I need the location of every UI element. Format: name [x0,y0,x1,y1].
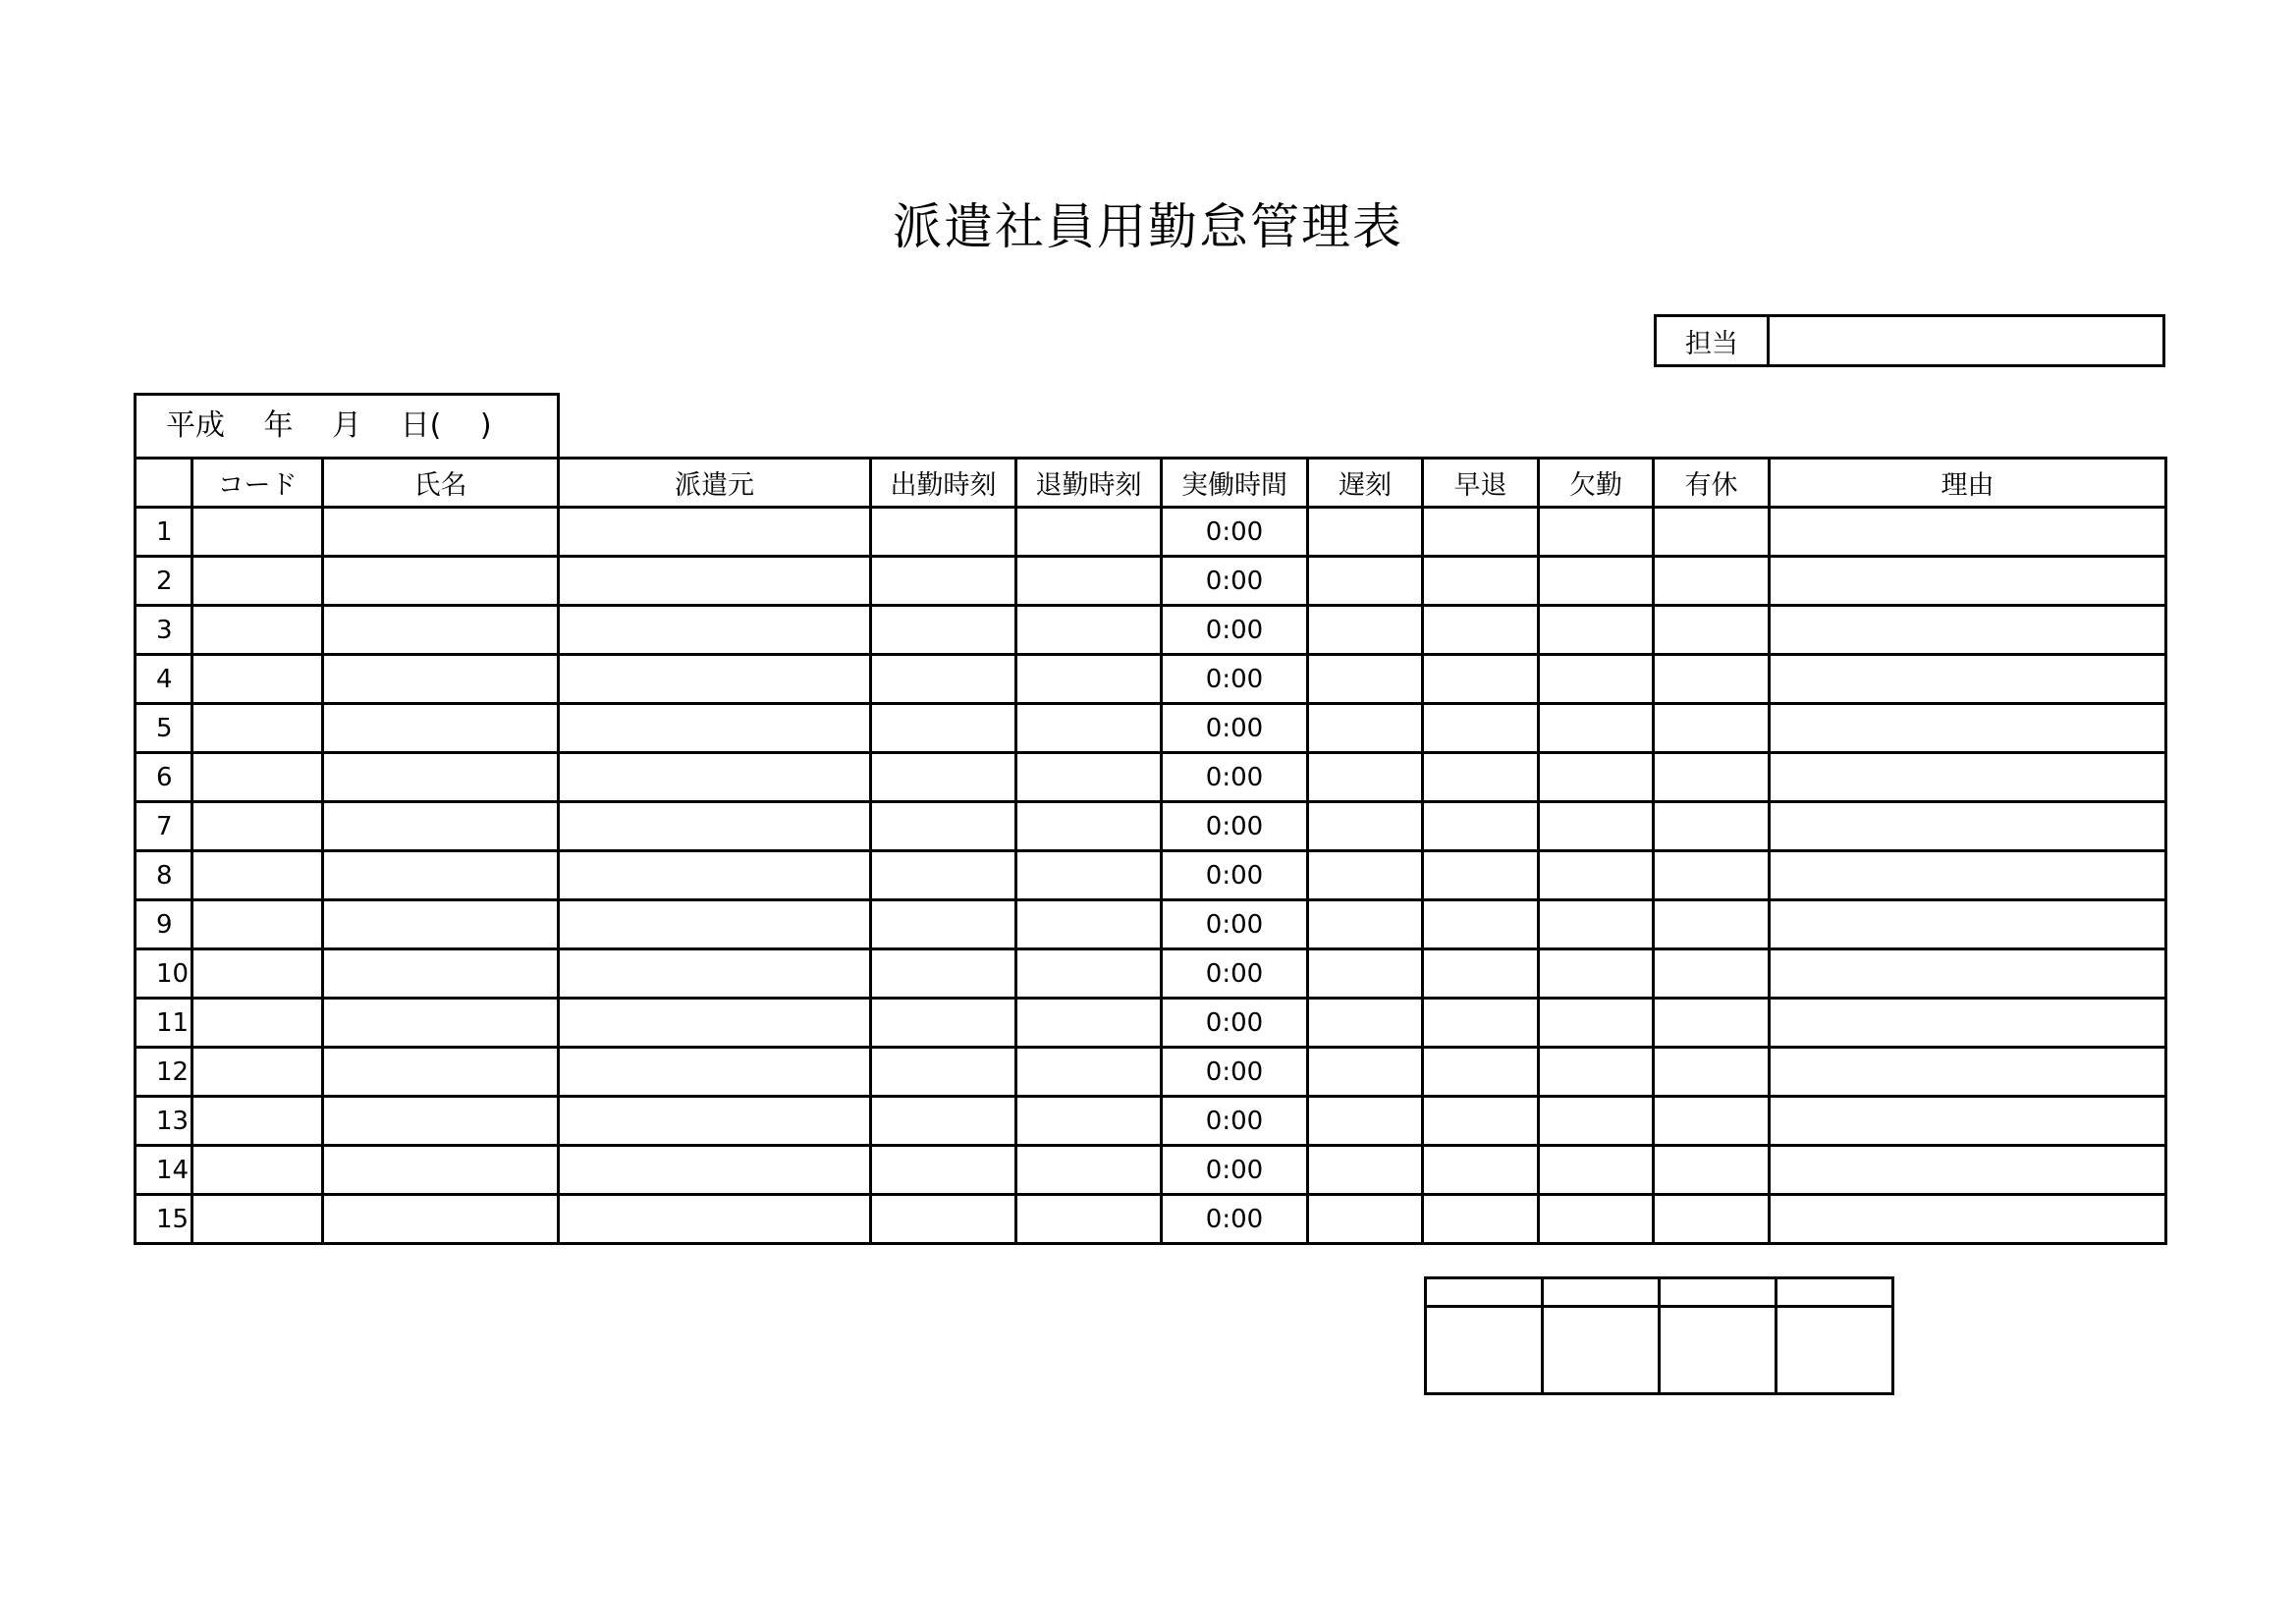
absence-cell[interactable] [1539,949,1654,999]
paid-leave-cell[interactable] [1654,1048,1770,1097]
name-cell[interactable] [323,1146,559,1195]
late-cell[interactable] [1308,753,1423,802]
name-cell[interactable] [323,655,559,704]
clock-out-cell[interactable] [1016,900,1162,949]
name-cell[interactable] [323,1195,559,1244]
reason-cell[interactable] [1770,1048,2166,1097]
stamp-header-cell [1543,1278,1660,1307]
table-row [136,753,2166,802]
code-cell[interactable] [192,508,323,557]
clock-in-cell[interactable] [871,1097,1016,1146]
reason-cell[interactable] [1770,557,2166,606]
early-leave-cell[interactable] [1423,1195,1539,1244]
clock-in-cell[interactable] [871,851,1016,900]
agency-cell[interactable] [559,1097,871,1146]
clock-out-cell[interactable] [1016,508,1162,557]
early-leave-cell[interactable] [1423,753,1539,802]
clock-out-cell[interactable] [1016,1195,1162,1244]
agency-cell[interactable] [559,999,871,1048]
tanto-field[interactable] [1769,316,2164,366]
code-cell[interactable] [192,606,323,655]
name-cell[interactable] [323,851,559,900]
agency-cell[interactable] [559,949,871,999]
name-cell[interactable] [323,704,559,753]
code-cell[interactable] [192,999,323,1048]
clock-out-cell[interactable] [1016,655,1162,704]
col-header-code: コード [192,459,323,508]
reason-cell[interactable] [1770,753,2166,802]
absence-cell[interactable] [1539,999,1654,1048]
row-number: 10 [136,949,192,999]
work-hours-cell: 0:00 [1162,1048,1308,1097]
work-hours-cell: 0:00 [1162,704,1308,753]
late-cell[interactable] [1308,606,1423,655]
col-header-clock-out: 退勤時刻 [1016,459,1162,508]
paid-leave-cell[interactable] [1654,1146,1770,1195]
row-number: 6 [136,753,192,802]
table-row [136,655,2166,704]
name-cell[interactable] [323,753,559,802]
code-cell[interactable] [192,1146,323,1195]
reason-cell[interactable] [1770,1146,2166,1195]
late-cell[interactable] [1308,802,1423,851]
early-leave-cell[interactable] [1423,802,1539,851]
paid-leave-cell[interactable] [1654,999,1770,1048]
late-cell[interactable] [1308,704,1423,753]
stamp-body-row [1426,1307,1893,1394]
late-cell[interactable] [1308,1195,1423,1244]
name-cell[interactable] [323,1097,559,1146]
clock-in-cell[interactable] [871,508,1016,557]
reason-cell[interactable] [1770,704,2166,753]
row-number: 15 [136,1195,192,1244]
work-hours-cell: 0:00 [1162,655,1308,704]
work-hours-cell: 0:00 [1162,557,1308,606]
stamp-header-cell [1660,1278,1777,1307]
table-row [136,704,2166,753]
paid-leave-cell[interactable] [1654,1195,1770,1244]
late-cell[interactable] [1308,851,1423,900]
clock-out-cell[interactable] [1016,753,1162,802]
table-row [136,802,2166,851]
row-number: 2 [136,557,192,606]
name-cell[interactable] [323,606,559,655]
work-hours-cell: 0:00 [1162,753,1308,802]
attendance-table [134,457,2167,1245]
stamp-header-cell [1426,1278,1543,1307]
code-cell[interactable] [192,753,323,802]
table-row [136,1195,2166,1244]
early-leave-cell[interactable] [1423,851,1539,900]
code-cell[interactable] [192,802,323,851]
name-cell[interactable] [323,949,559,999]
col-header-name: 氏名 [323,459,559,508]
name-cell[interactable] [323,802,559,851]
row-number: 8 [136,851,192,900]
paid-leave-cell[interactable] [1654,508,1770,557]
reason-cell[interactable] [1770,655,2166,704]
clock-out-cell[interactable] [1016,704,1162,753]
clock-in-cell[interactable] [871,704,1016,753]
paid-leave-cell[interactable] [1654,802,1770,851]
name-cell[interactable] [323,508,559,557]
absence-cell[interactable] [1539,1146,1654,1195]
reason-cell[interactable] [1770,949,2166,999]
code-cell[interactable] [192,655,323,704]
table-row [136,999,2166,1048]
paid-leave-cell[interactable] [1654,606,1770,655]
table-row [136,900,2166,949]
absence-cell[interactable] [1539,655,1654,704]
date-field[interactable]: 平成 年 月 日( ) [134,393,560,458]
paid-leave-cell[interactable] [1654,753,1770,802]
col-header-agency: 派遣元 [559,459,871,508]
col-header-work-hours: 実働時間 [1162,459,1308,508]
stamp-cell[interactable] [1777,1307,1893,1394]
name-cell[interactable] [323,1048,559,1097]
clock-out-cell[interactable] [1016,949,1162,999]
late-cell[interactable] [1308,1097,1423,1146]
col-header-late: 遅刻 [1308,459,1423,508]
late-cell[interactable] [1308,557,1423,606]
early-leave-cell[interactable] [1423,508,1539,557]
page-title: 派遣社員用勤怠管理表 [893,198,1403,255]
clock-out-cell[interactable] [1016,557,1162,606]
row-number: 7 [136,802,192,851]
table-header-row [136,459,2166,508]
name-cell[interactable] [323,900,559,949]
tanto-box [1654,314,2165,367]
stamp-header-cell [1777,1278,1893,1307]
reason-cell[interactable] [1770,900,2166,949]
clock-out-cell[interactable] [1016,606,1162,655]
absence-cell[interactable] [1539,508,1654,557]
code-cell[interactable] [192,704,323,753]
agency-cell[interactable] [559,753,871,802]
agency-cell[interactable] [559,655,871,704]
clock-out-cell[interactable] [1016,1048,1162,1097]
clock-in-cell[interactable] [871,753,1016,802]
row-number: 1 [136,508,192,557]
clock-in-cell[interactable] [871,557,1016,606]
work-hours-cell: 0:00 [1162,1146,1308,1195]
table-row [136,851,2166,900]
agency-cell[interactable] [559,557,871,606]
paid-leave-cell[interactable] [1654,655,1770,704]
col-header-no [136,459,192,508]
table-row [136,606,2166,655]
late-cell[interactable] [1308,508,1423,557]
tanto-label: 担当 [1656,316,1769,366]
work-hours-cell: 0:00 [1162,999,1308,1048]
paid-leave-cell[interactable] [1654,949,1770,999]
name-cell[interactable] [323,557,559,606]
stamp-header-row [1426,1278,1893,1307]
code-cell[interactable] [192,557,323,606]
row-number: 3 [136,606,192,655]
agency-cell[interactable] [559,1146,871,1195]
code-cell[interactable] [192,1097,323,1146]
paid-leave-cell[interactable] [1654,851,1770,900]
absence-cell[interactable] [1539,900,1654,949]
clock-out-cell[interactable] [1016,999,1162,1048]
absence-cell[interactable] [1539,704,1654,753]
row-number: 9 [136,900,192,949]
clock-out-cell[interactable] [1016,851,1162,900]
work-hours-cell: 0:00 [1162,802,1308,851]
code-cell[interactable] [192,1048,323,1097]
col-header-clock-in: 出勤時刻 [871,459,1016,508]
early-leave-cell[interactable] [1423,900,1539,949]
clock-in-cell[interactable] [871,949,1016,999]
agency-cell[interactable] [559,606,871,655]
late-cell[interactable] [1308,949,1423,999]
reason-cell[interactable] [1770,802,2166,851]
reason-cell[interactable] [1770,851,2166,900]
stamp-cell[interactable] [1543,1307,1660,1394]
code-cell[interactable] [192,851,323,900]
clock-in-cell[interactable] [871,655,1016,704]
clock-out-cell[interactable] [1016,1146,1162,1195]
clock-in-cell[interactable] [871,802,1016,851]
work-hours-cell: 0:00 [1162,851,1308,900]
work-hours-cell: 0:00 [1162,606,1308,655]
col-header-absence: 欠勤 [1539,459,1654,508]
clock-in-cell[interactable] [871,999,1016,1048]
paid-leave-cell[interactable] [1654,1097,1770,1146]
early-leave-cell[interactable] [1423,704,1539,753]
clock-in-cell[interactable] [871,1048,1016,1097]
table-row [136,1146,2166,1195]
clock-in-cell[interactable] [871,1146,1016,1195]
absence-cell[interactable] [1539,802,1654,851]
clock-in-cell[interactable] [871,1195,1016,1244]
absence-cell[interactable] [1539,557,1654,606]
absence-cell[interactable] [1539,753,1654,802]
work-hours-cell: 0:00 [1162,1097,1308,1146]
agency-cell[interactable] [559,802,871,851]
table-row [136,949,2166,999]
paid-leave-cell[interactable] [1654,704,1770,753]
reason-cell[interactable] [1770,999,2166,1048]
code-cell[interactable] [192,900,323,949]
col-header-early-leave: 早退 [1423,459,1539,508]
col-header-paid-leave: 有休 [1654,459,1770,508]
name-cell[interactable] [323,999,559,1048]
absence-cell[interactable] [1539,606,1654,655]
row-number: 12 [136,1048,192,1097]
clock-in-cell[interactable] [871,606,1016,655]
early-leave-cell[interactable] [1423,606,1539,655]
table-row [136,1048,2166,1097]
agency-cell[interactable] [559,704,871,753]
code-cell[interactable] [192,1195,323,1244]
late-cell[interactable] [1308,999,1423,1048]
work-hours-cell: 0:00 [1162,508,1308,557]
early-leave-cell[interactable] [1423,949,1539,999]
early-leave-cell[interactable] [1423,1048,1539,1097]
reason-cell[interactable] [1770,1097,2166,1146]
reason-cell[interactable] [1770,606,2166,655]
clock-out-cell[interactable] [1016,1097,1162,1146]
table-row [136,1097,2166,1146]
work-hours-cell: 0:00 [1162,900,1308,949]
paid-leave-cell[interactable] [1654,557,1770,606]
agency-cell[interactable] [559,1195,871,1244]
stamp-cell[interactable] [1426,1307,1543,1394]
stamp-cell[interactable] [1660,1307,1777,1394]
table-row [136,557,2166,606]
clock-in-cell[interactable] [871,900,1016,949]
code-cell[interactable] [192,949,323,999]
row-number: 5 [136,704,192,753]
agency-cell[interactable] [559,1048,871,1097]
agency-cell[interactable] [559,900,871,949]
absence-cell[interactable] [1539,851,1654,900]
row-number: 14 [136,1146,192,1195]
table-row [136,508,2166,557]
early-leave-cell[interactable] [1423,557,1539,606]
row-number: 4 [136,655,192,704]
early-leave-cell[interactable] [1423,1146,1539,1195]
early-leave-cell[interactable] [1423,999,1539,1048]
late-cell[interactable] [1308,900,1423,949]
clock-out-cell[interactable] [1016,802,1162,851]
late-cell[interactable] [1308,1146,1423,1195]
agency-cell[interactable] [559,851,871,900]
paid-leave-cell[interactable] [1654,900,1770,949]
agency-cell[interactable] [559,508,871,557]
col-header-reason: 理由 [1770,459,2166,508]
row-number: 13 [136,1097,192,1146]
reason-cell[interactable] [1770,1195,2166,1244]
row-number: 11 [136,999,192,1048]
work-hours-cell: 0:00 [1162,1195,1308,1244]
early-leave-cell[interactable] [1423,1097,1539,1146]
reason-cell[interactable] [1770,508,2166,557]
early-leave-cell[interactable] [1423,655,1539,704]
absence-cell[interactable] [1539,1097,1654,1146]
late-cell[interactable] [1308,655,1423,704]
work-hours-cell: 0:00 [1162,949,1308,999]
absence-cell[interactable] [1539,1048,1654,1097]
absence-cell[interactable] [1539,1195,1654,1244]
approval-stamp-boxes [1424,1276,1894,1395]
late-cell[interactable] [1308,1048,1423,1097]
